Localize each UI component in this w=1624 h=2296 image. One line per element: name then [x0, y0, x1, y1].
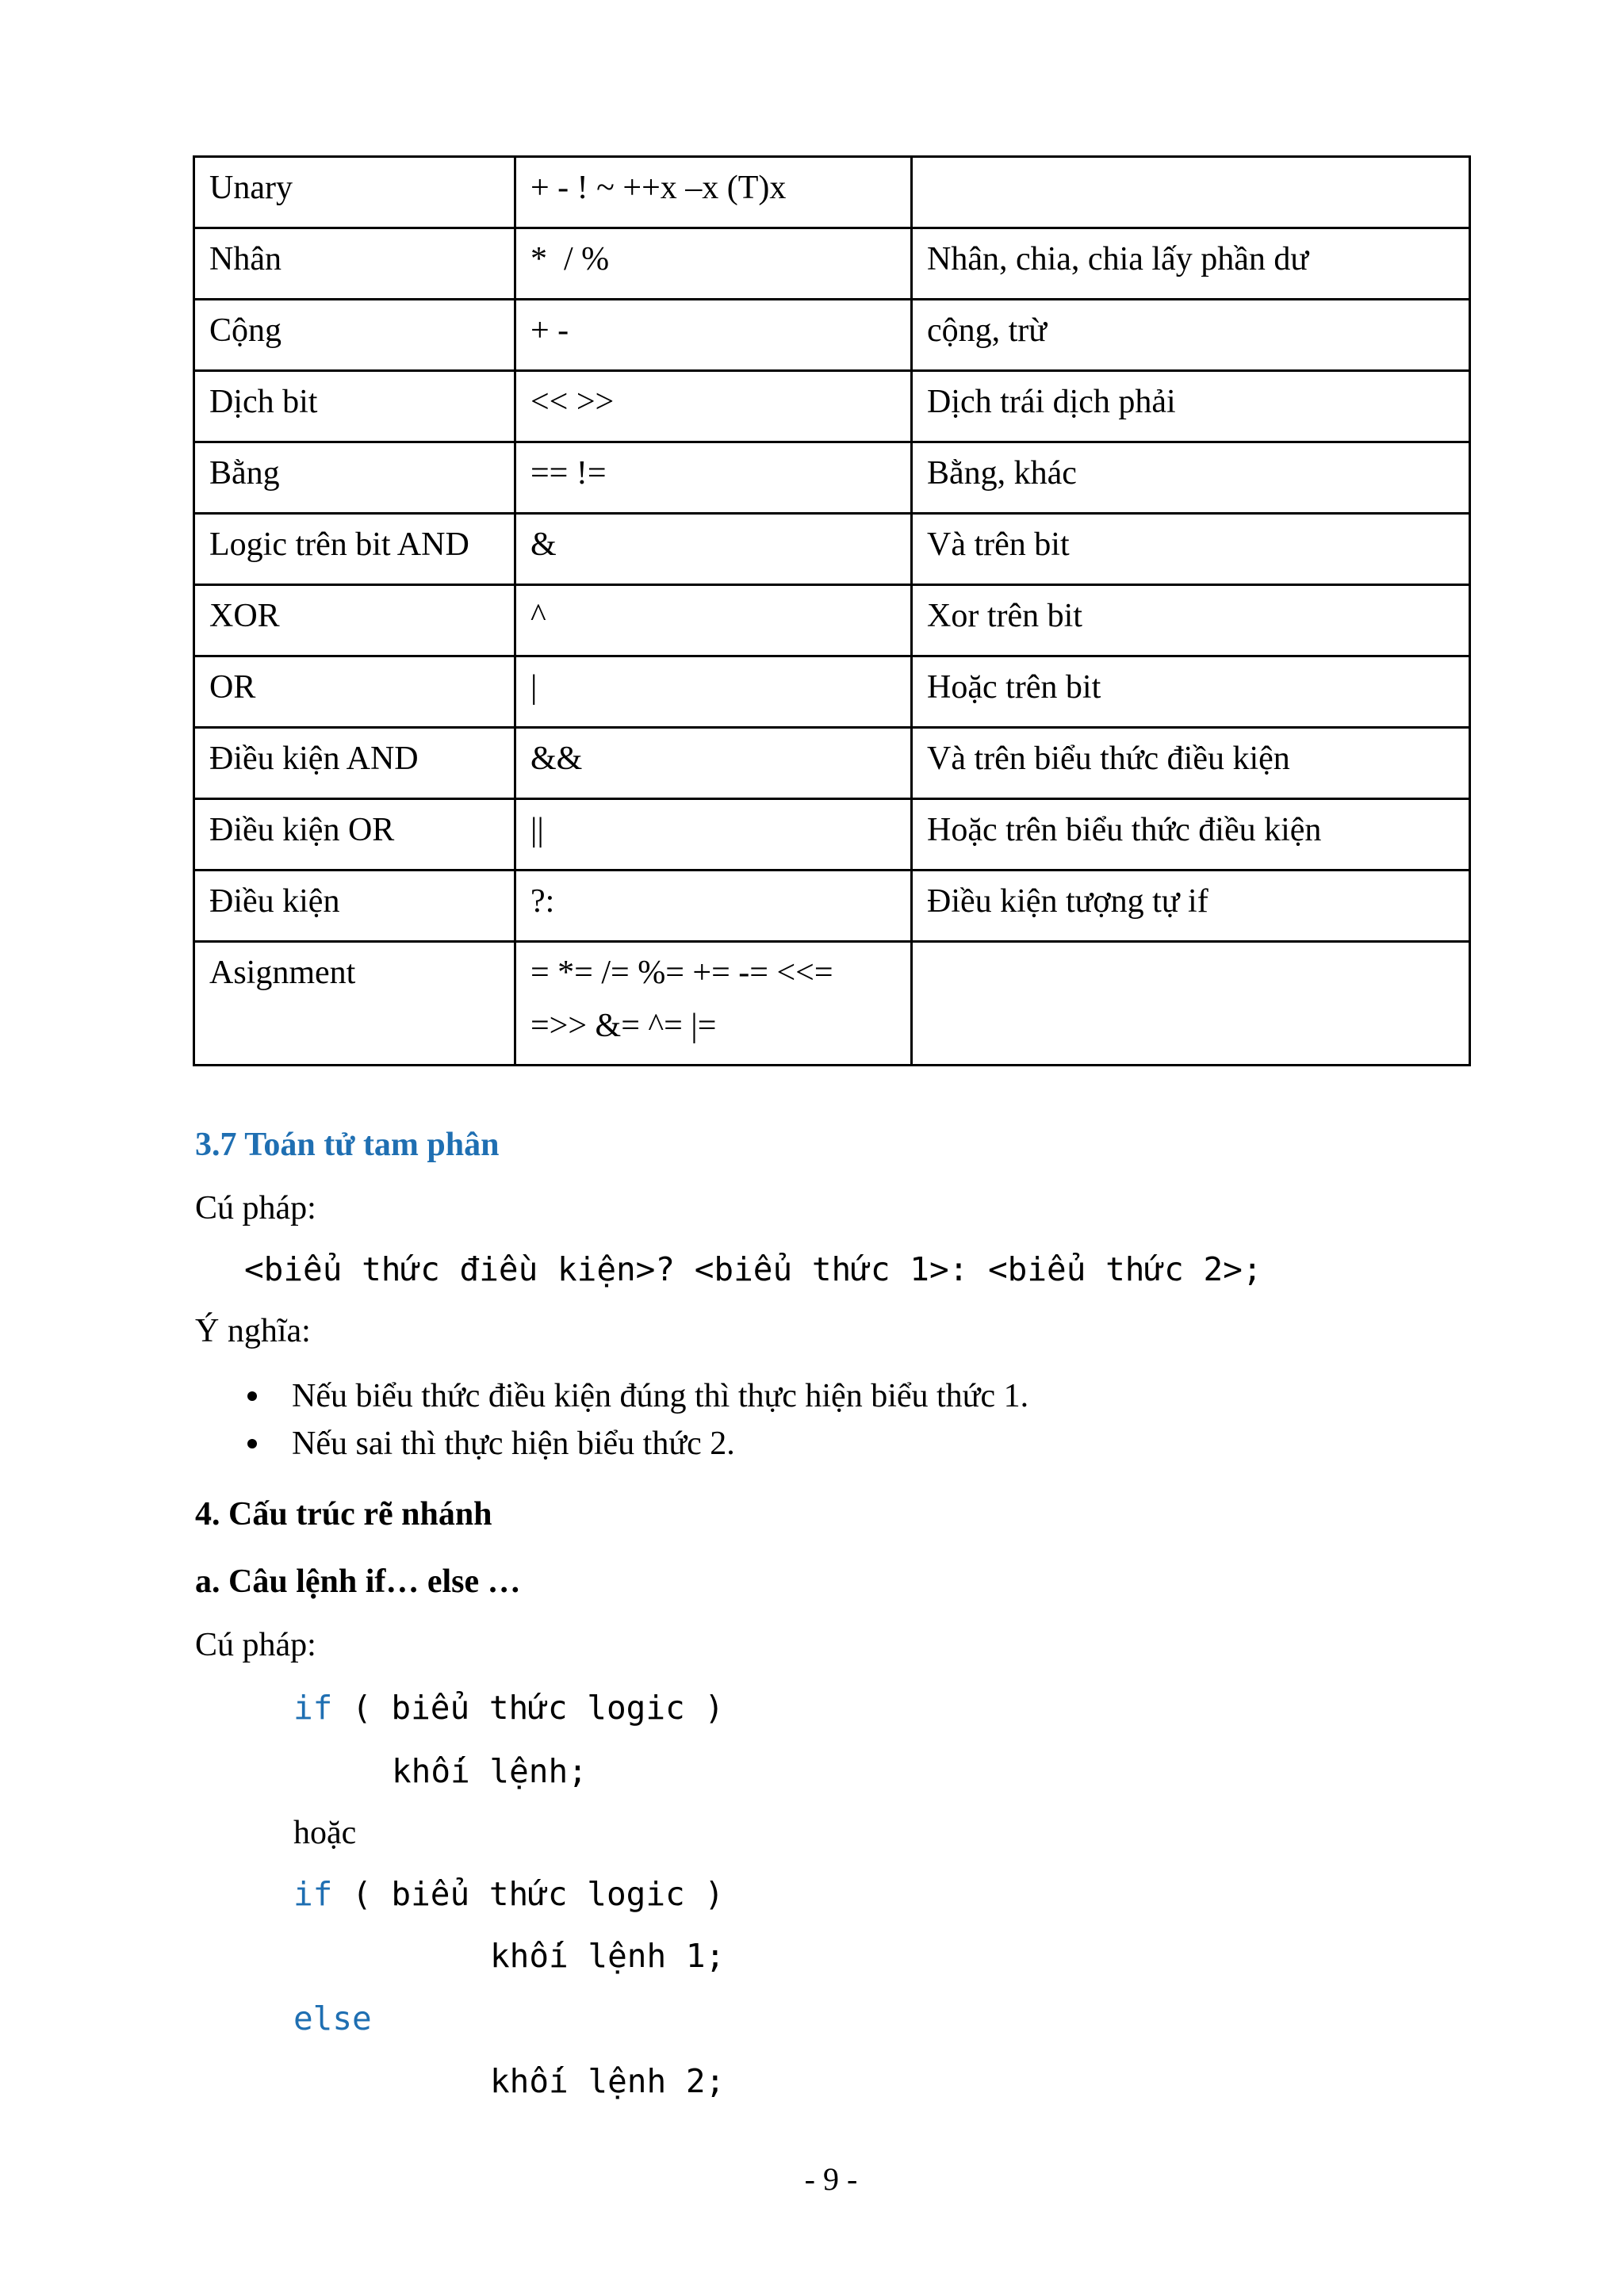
- code-text: ( biểu thức logic ): [332, 1875, 725, 1913]
- operator-symbols: [515, 942, 912, 1066]
- subsection-heading: a. Câu lệnh if… else …: [195, 1563, 521, 1600]
- syntax-label: Cú pháp:: [195, 1190, 316, 1226]
- operator-symbols: ||: [515, 799, 912, 871]
- operator-name: Điều kiện OR: [194, 799, 515, 871]
- operator-table: [193, 155, 1471, 1066]
- operator-name: Unary: [194, 157, 515, 228]
- operator-name: Cộng: [194, 300, 515, 371]
- operator-description: Và trên bit: [912, 514, 1470, 585]
- list-item-text: Nếu sai thì thực hiện biểu thức 2.: [292, 1425, 735, 1462]
- section-heading: 4. Cấu trúc rẽ nhánh: [195, 1496, 492, 1533]
- operator-symbols: &: [515, 514, 912, 585]
- operator-name: Asignment: [194, 942, 515, 1066]
- meaning-label: Ý nghĩa:: [195, 1313, 311, 1349]
- operator-symbols: + - ! ~ ++x –x (T)x: [515, 157, 912, 228]
- list-item: [238, 1372, 1028, 1420]
- table-row: [194, 514, 1470, 585]
- or-label: hoặc: [293, 1815, 357, 1851]
- code-keyword: else: [293, 1999, 372, 2038]
- operator-symbols: &&: [515, 728, 912, 799]
- code-line: khối lệnh 1;: [490, 1937, 726, 1975]
- operator-description: Hoặc trên bit: [912, 656, 1470, 728]
- syntax-label: Cú pháp:: [195, 1627, 316, 1663]
- code-line: khối lệnh 2;: [490, 2062, 726, 2100]
- operator-symbols: << >>: [515, 371, 912, 442]
- bullet-list: [238, 1372, 1028, 1468]
- operator-description: [912, 157, 1470, 228]
- operator-name: Nhân: [194, 228, 515, 300]
- operator-description: Điều kiện tượng tự if: [912, 871, 1470, 942]
- operator-name: Logic trên bit AND: [194, 514, 515, 585]
- operator-name: Dịch bit: [194, 371, 515, 442]
- page-number: - 9 -: [804, 2161, 858, 2197]
- table-row: [194, 371, 1470, 442]
- operator-description: Dịch trái dịch phải: [912, 371, 1470, 442]
- table-row: [194, 300, 1470, 371]
- table-row: [194, 157, 1470, 228]
- code-line: khối lệnh;: [392, 1752, 588, 1790]
- operator-description: Hoặc trên biểu thức điều kiện: [912, 799, 1470, 871]
- operator-description: cộng, trừ: [912, 300, 1470, 371]
- code-line: [293, 1689, 724, 1727]
- code-keyword: if: [293, 1875, 333, 1913]
- operator-description: Bằng, khác: [912, 442, 1470, 514]
- operator-description: Xor trên bit: [912, 585, 1470, 656]
- code-text: ( biểu thức logic ): [332, 1689, 725, 1727]
- table-row: [194, 442, 1470, 514]
- operator-symbols: * / %: [515, 228, 912, 300]
- operator-name: Bằng: [194, 442, 515, 514]
- table-row: [194, 728, 1470, 799]
- bullet-icon: [247, 1439, 257, 1448]
- code-line: <biểu thức điều kiện>? <biểu thức 1>: <biểu thức 2>;: [244, 1250, 1262, 1288]
- table-row: [194, 871, 1470, 942]
- operator-name: Điều kiện AND: [194, 728, 515, 799]
- table-row: [194, 942, 1470, 1066]
- table-row: [194, 656, 1470, 728]
- bullet-icon: [247, 1391, 257, 1401]
- operator-symbols: |: [515, 656, 912, 728]
- operator-symbols: + -: [515, 300, 912, 371]
- operator-name: OR: [194, 656, 515, 728]
- operator-name: XOR: [194, 585, 515, 656]
- list-item-text: Nếu biểu thức điều kiện đúng thì thực hiện biểu thức 1.: [292, 1378, 1029, 1414]
- operator-symbols: ?:: [515, 871, 912, 942]
- table-row: [194, 585, 1470, 656]
- table-row: [194, 228, 1470, 300]
- table-row: [194, 799, 1470, 871]
- assign-ops-line: =>> &= ^= |=: [530, 1007, 717, 1044]
- section-heading: 3.7 Toán tử tam phân: [195, 1127, 500, 1163]
- list-item: [238, 1420, 1028, 1468]
- assign-ops-line: = *= /= %= += -= <<=: [530, 955, 833, 991]
- operator-description: [912, 942, 1470, 1066]
- code-keyword: if: [293, 1689, 333, 1727]
- operator-description: Và trên biểu thức điều kiện: [912, 728, 1470, 799]
- code-line: [293, 1875, 724, 1913]
- operator-name: Điều kiện: [194, 871, 515, 942]
- operator-symbols: ^: [515, 585, 912, 656]
- operator-description: Nhân, chia, chia lấy phần dư: [912, 228, 1470, 300]
- operator-symbols: == !=: [515, 442, 912, 514]
